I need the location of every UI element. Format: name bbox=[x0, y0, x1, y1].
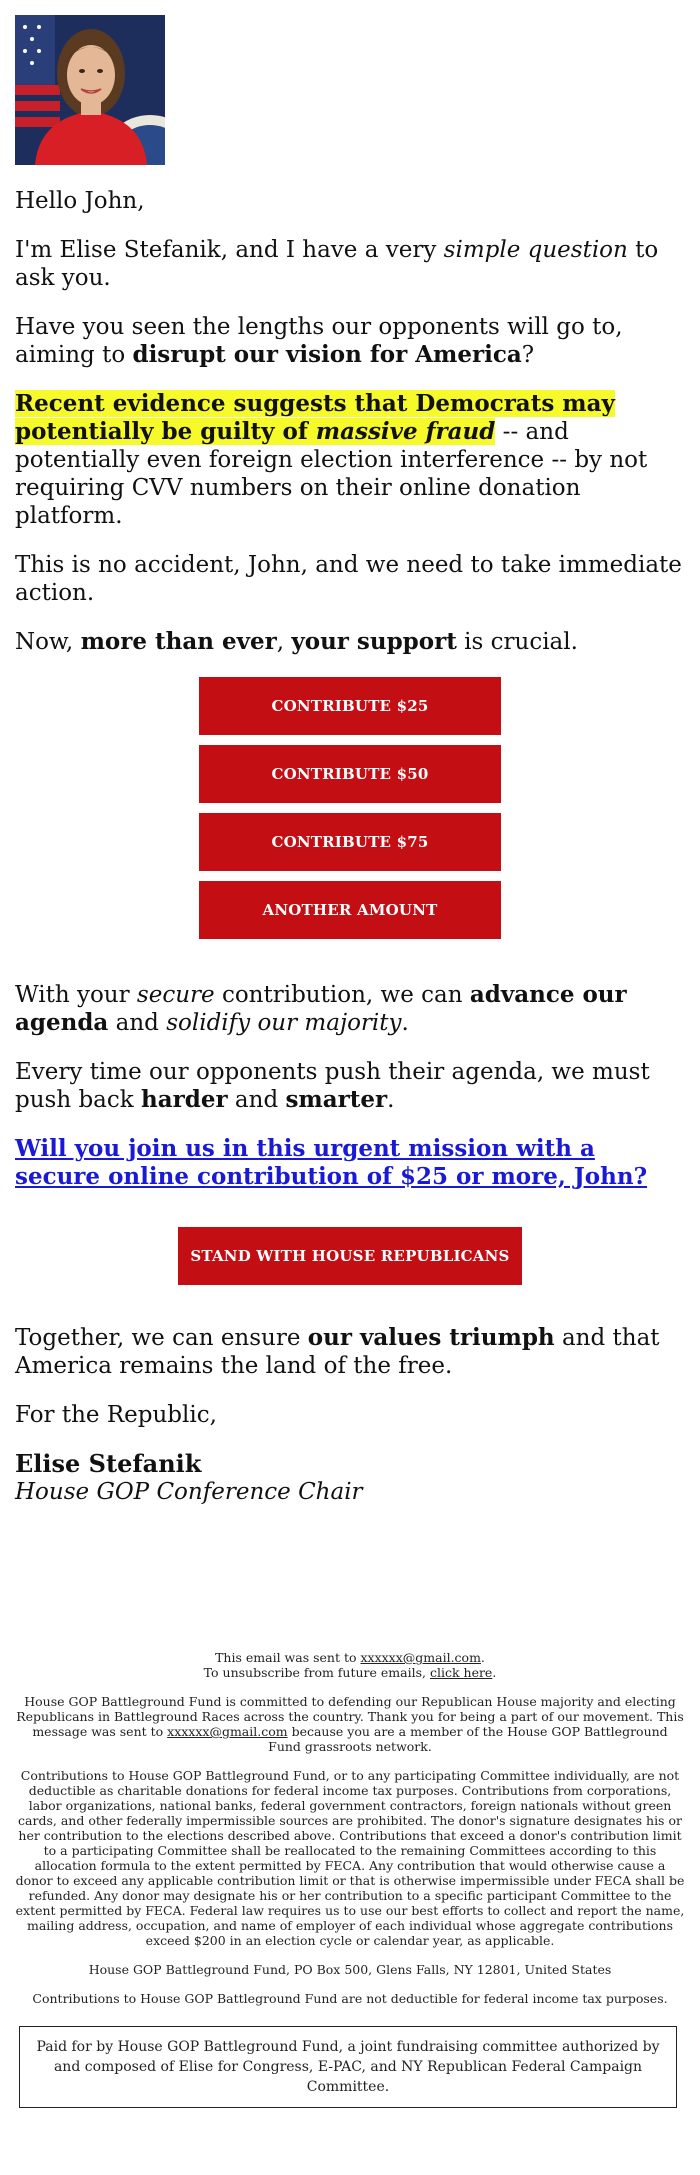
contribute-75-button[interactable]: CONTRIBUTE $75 bbox=[199, 813, 501, 871]
another-amount-button[interactable]: ANOTHER AMOUNT bbox=[199, 881, 501, 939]
signature-name: Elise Stefanik bbox=[15, 1449, 202, 1478]
footer-address: House GOP Battleground Fund, PO Box 500, Glens Falls, NY 12801, United States bbox=[88, 1962, 612, 1977]
paragraph-evidence: Recent evidence suggests that Democrats may potentially be guilty of massive fraud -- and potentially even foreign election interference -- by not requiring CVV numbers on their online donation platform. bbox=[15, 390, 648, 529]
paragraph-push-back: Every time our opponents push their agenda, we must push back harder and smarter. bbox=[15, 1059, 650, 1113]
contribute-50-button[interactable]: CONTRIBUTE $50 bbox=[199, 745, 501, 803]
closing-line: For the Republic, bbox=[15, 1402, 217, 1428]
contribute-25-button[interactable]: CONTRIBUTE $25 bbox=[199, 677, 501, 735]
unsubscribe-link[interactable]: click here bbox=[429, 1665, 493, 1680]
signature-title: House GOP Conference Chair bbox=[15, 1479, 363, 1505]
contribution-buttons bbox=[15, 677, 685, 949]
email-body bbox=[15, 15, 685, 1506]
contribution-cta-link[interactable]: Will you join us in this urgent mission with a secure online contribution of $25 or more, John? bbox=[15, 1135, 648, 1190]
footer-legal-disclaimer: Contributions to House GOP Battleground Fund, or to any participating Committee individually, are not deductible as charitable donations for federal income tax purposes. Contributions from corporations, labor organizations, national banks, federal government contractors, foreign nationals without green cards, and other federally impermissible sources are prohibited. The donor's signature designates his or her contribution to the elections described above. Contributions that exceed a donor's contribution limit to a participating Committee shall be reallocated to the remaining Committees according to this allocation formula to the extent permitted by FECA. Any contribution that would otherwise cause a donor to exceed any applicable contribution limit or that is otherwise impermissible under FECA shall be refunded. Any donor may designate his or her contribution to a specific participant Committee to the extent permitted by FECA. Federal law requires us to use our best efforts to collect and report the name, mailing address, occupation, and name of employer of each individual whose aggregate contributions exceed $200 in an election cycle or calendar year, as applicable. bbox=[15, 1768, 685, 1948]
sender-portrait-image bbox=[15, 15, 165, 165]
recipient-email-link[interactable]: xxxxxx@gmail.com bbox=[360, 1650, 481, 1665]
paid-for-disclaimer-box: Paid for by House GOP Battleground Fund, a joint fundraising committee authorized by and composed of Elise for Congress, E-PAC, and NY Republican Federal Campaign Committee. bbox=[19, 2026, 677, 2108]
about-email-link[interactable]: xxxxxx@gmail.com bbox=[167, 1724, 288, 1739]
footer-recipient: This email was sent to xxxxxx@gmail.com. To unsubscribe from future emails, click here. bbox=[203, 1650, 497, 1680]
paragraph-values: Together, we can ensure our values triumph and that America remains the land of the free. bbox=[15, 1324, 660, 1379]
paragraph-secure-contribution: With your secure contribution, we can advance our agenda and solidify our majority. bbox=[15, 981, 627, 1036]
greeting: Hello John, bbox=[15, 188, 145, 214]
footer-about: House GOP Battleground Fund is committed to defending our Republican House majority and electing Republicans in Battleground Races across the country. Thank you for being a part of our movement. This message was sent to xxxxxx@gmail.com because you are a member of the House GOP Battleground Fund grassroots network. bbox=[16, 1694, 684, 1754]
footer-tax-note: Contributions to House GOP Battleground Fund are not deductible for federal income tax purposes. bbox=[32, 1991, 668, 2006]
stand-with-house-republicans-button[interactable]: STAND WITH HOUSE REPUBLICANS bbox=[178, 1227, 522, 1285]
highlighted-claim: Recent evidence suggests that Democrats may potentially be guilty of massive fraud bbox=[15, 390, 615, 445]
paragraph-opponents: Have you seen the lengths our opponents will go to, aiming to disrupt our vision for America? bbox=[15, 314, 623, 368]
paragraph-no-accident: This is no accident, John, and we need to take immediate action. bbox=[15, 552, 682, 606]
paragraph-simple-question: I'm Elise Stefanik, and I have a very simple question to ask you. bbox=[15, 237, 659, 291]
email-footer bbox=[15, 1650, 685, 2108]
paragraph-support: Now, more than ever, your support is crucial. bbox=[15, 628, 578, 655]
